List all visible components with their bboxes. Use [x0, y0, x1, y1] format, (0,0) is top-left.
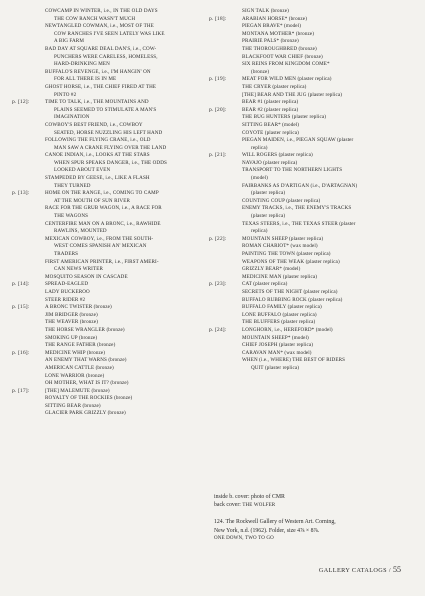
item-title-line: TRANSPORT TO THE NORTHERN LIGHTS — [242, 167, 343, 174]
catalog-item — [209, 259, 414, 267]
catalog-item — [209, 54, 414, 62]
item-title-line: PIEGAN BRAVE* (model) — [242, 23, 302, 30]
item-title-line: BEAR #1 (plaster replica) — [242, 99, 299, 106]
item-title — [242, 304, 414, 312]
item-title-line: (bronze) — [251, 68, 270, 75]
item-title — [242, 289, 414, 297]
catalog-item — [12, 304, 209, 312]
item-title — [45, 395, 209, 403]
item-title-line: WILL ROGERS (plaster replica) — [242, 152, 313, 159]
item-title-line: CENTERFIRE MAN ON A BRONC, i.e., RAWHIDE — [45, 220, 161, 227]
page-reference: p. [19]: — [209, 76, 227, 83]
footer-separator: / — [388, 567, 392, 574]
catalog-item — [209, 327, 414, 335]
item-title-line: replica) — [251, 228, 268, 235]
catalog-item — [209, 152, 414, 160]
item-title — [45, 373, 209, 381]
item-title-line: CHIEF JOSEPH (plaster replica) — [242, 342, 314, 349]
item-title-line: STEER RIDER #2 — [45, 296, 86, 303]
catalog-entry-line-3: ONE DOWN, TWO TO GO — [214, 535, 274, 541]
item-title — [242, 114, 414, 122]
item-title-line: IMAGINATION — [54, 114, 90, 121]
item-title — [242, 251, 414, 259]
item-title-line: LADY BUCKEROO — [45, 288, 90, 295]
item-title-line: SPREAD-EAGLED — [45, 281, 89, 288]
page-number: 55 — [393, 565, 401, 574]
item-title — [242, 243, 414, 251]
page-reference: p. [21]: — [209, 152, 227, 159]
catalog-item — [209, 167, 414, 182]
catalog-item — [12, 410, 209, 418]
item-title — [45, 304, 209, 312]
item-title-line: FOLLOWING THE FLYING CRANE, i.e., OLD — [45, 137, 151, 144]
catalog-item — [209, 160, 414, 168]
item-title — [242, 76, 414, 84]
item-title-line: ROMAN CHARIOT* (wax model) — [242, 243, 318, 250]
item-title — [45, 46, 209, 69]
item-title-line: BUFFALO FAMILY (plaster replica) — [242, 304, 322, 311]
item-title-line: CARAVAN MAN* (wax model) — [242, 349, 312, 356]
item-title-line: SECRETS OF THE NIGHT (plaster replica) — [242, 288, 338, 295]
catalog-item — [12, 312, 209, 320]
item-title-line: COUNTING COUP (plaster replica) — [242, 197, 321, 204]
item-title-line: MOSQUITO SEASON IN CASCADE — [45, 273, 128, 280]
item-title — [45, 152, 209, 175]
catalog-item — [12, 205, 209, 220]
left-column — [12, 8, 209, 418]
item-title-line: SEATED, HORSE NUZZLING HIS LEFT HAND — [54, 129, 163, 136]
catalog-entry-line-1: 124. The Rockwell Gallery of Western Art. Corning, — [214, 519, 336, 526]
item-title-line: RACE FOR THE GRUB WAGON, i.e., A RACE FOR — [45, 205, 162, 212]
catalog-item — [209, 319, 414, 327]
item-title — [45, 319, 209, 327]
back-cover-label: back cover: — [214, 502, 241, 509]
item-title-line: THE WEAVER (bronze) — [45, 319, 99, 326]
catalog-item — [12, 274, 209, 282]
catalog-item — [209, 266, 414, 274]
item-title — [242, 205, 414, 220]
item-title-line: WEST COMES SPANISH AN' MEXICAN — [54, 243, 147, 250]
item-title-line: SIX REINS FROM KINGDOM COME* — [242, 61, 330, 68]
item-title-line: MOUNTAIN SHEEP* (model) — [242, 334, 309, 341]
catalog-item — [209, 23, 414, 31]
page-reference: p. [22]: — [209, 235, 227, 242]
item-title — [45, 221, 209, 236]
item-title-line: STAMPEDED BY GEESE, i.e., LIKE A FLASH — [45, 175, 150, 182]
item-title-line: (model) — [251, 175, 268, 182]
catalog-item — [209, 84, 414, 92]
catalog-item — [209, 114, 414, 122]
item-title-line: SITTING BEAR* (model) — [242, 121, 300, 128]
item-title-line: QUIT (plaster replica) — [251, 364, 300, 371]
catalog-item — [209, 61, 414, 76]
catalog-item — [12, 152, 209, 175]
back-cover-value: THE WOLFER — [242, 503, 276, 509]
catalog-item — [209, 16, 414, 24]
item-title — [242, 99, 414, 107]
item-title — [242, 137, 414, 152]
item-title — [45, 281, 209, 289]
item-title-line: LONE WARRIOR (bronze) — [45, 372, 105, 379]
item-title — [242, 92, 414, 100]
item-title — [45, 8, 209, 23]
catalog-item — [209, 198, 414, 206]
catalog-item — [12, 289, 209, 297]
catalog-item — [209, 92, 414, 100]
catalog-item — [12, 357, 209, 365]
catalog-item — [12, 175, 209, 190]
catalog-item — [12, 69, 209, 84]
page-reference: p. [17]: — [12, 387, 30, 394]
item-title-line: MEDICINE MAN (plaster replica) — [242, 273, 318, 280]
item-title — [242, 38, 414, 46]
page-reference: p. [16]: — [12, 349, 30, 356]
catalog-item — [12, 137, 209, 152]
item-title-line: TEXAS STEERS, i.e., THE TEXAS STEER (plaster — [242, 220, 356, 227]
item-title — [242, 335, 414, 343]
item-title-line: MONTANA MOTHER* (bronze) — [242, 30, 315, 37]
item-title-line: MEDICINE WHIP (bronze) — [45, 349, 106, 356]
page-reference: p. [14]: — [12, 281, 30, 288]
right-column — [209, 8, 414, 373]
item-title — [242, 266, 414, 274]
catalog-item — [209, 289, 414, 297]
item-title — [242, 54, 414, 62]
catalog-item — [209, 38, 414, 46]
item-title-line: BUFFALO'S REVENGE, i.e., I'M HANGIN' ON — [45, 68, 151, 75]
page-footer — [319, 565, 401, 574]
catalog-item — [209, 99, 414, 107]
item-title-line: GHOST HORSE, i.e., THE CHIEF FIRED AT THE — [45, 83, 157, 90]
item-title-line: COWCAMP IN WINTER, i.e., IN THE OLD DAYS — [45, 8, 158, 14]
item-title-line: JIM BRIDGER (bronze) — [45, 311, 98, 318]
catalog-item — [12, 342, 209, 350]
catalog-item — [209, 8, 414, 16]
item-title-line: PRAIRIE PALS* (bronze) — [242, 38, 299, 45]
page-reference: p. [23]: — [209, 281, 227, 288]
item-title — [45, 327, 209, 335]
item-title — [45, 380, 209, 388]
catalog-item — [209, 342, 414, 350]
item-title-line: THE COW RANCH WASN'T MUCH — [54, 15, 136, 22]
catalog-entry-line-2: New York, n.d. (1962). Folder, size 4⅞ × 8⅞. — [214, 527, 320, 534]
item-title-line: COYOTE (plaster replica) — [242, 129, 299, 136]
item-title-line: THE RANGE FATHER (bronze) — [45, 342, 116, 349]
catalog-item — [209, 183, 414, 198]
item-title — [242, 160, 414, 168]
catalog-item — [12, 281, 209, 289]
catalog-item — [12, 327, 209, 335]
item-title-line: MEXICAN COWBOY, i.e., FROM THE SOUTH- — [45, 235, 154, 242]
item-title — [242, 357, 414, 372]
catalog-item — [209, 31, 414, 39]
item-title — [242, 152, 414, 160]
catalog-item — [12, 236, 209, 259]
item-title — [45, 335, 209, 343]
catalog-item — [12, 365, 209, 373]
catalog-item — [12, 190, 209, 205]
item-title-line: ENEMY TRACKS, i.e., THE ENEMY'S TRACKS — [242, 205, 352, 212]
item-title-line: NAVAJO (plaster replica) — [242, 159, 298, 166]
item-title — [45, 175, 209, 190]
item-title-line: A BRONC TWISTER (bronze) — [45, 304, 112, 311]
item-title-line: BUFFALO RUBBING ROCK (plaster replica) — [242, 296, 343, 303]
item-title-line: BEAR #2 (plaster replica) — [242, 106, 299, 113]
item-title-line: PAINTING THE TOWN (plaster replica) — [242, 251, 331, 257]
item-title — [242, 221, 414, 236]
catalog-item — [209, 122, 414, 130]
catalog-item — [12, 99, 209, 122]
catalog-item — [12, 259, 209, 274]
item-title-line: LOOKED ABOUT EVEN — [54, 167, 111, 174]
item-title-line: COWBOY'S BEST FRIEND, i.e., COWBOY — [45, 121, 143, 128]
catalog-item — [12, 84, 209, 99]
item-title-line: NEWTANGLED COWMAN, i.e., MOST OF THE — [45, 23, 154, 30]
item-title — [45, 99, 209, 122]
item-title-line: WEAPONS OF THE WEAK (plaster replica) — [242, 258, 340, 265]
item-title-line: CAT (plaster replica) — [242, 281, 288, 288]
page-reference: p. [18]: — [209, 15, 227, 22]
item-title-line: THE HORSE WRANGLER (bronze) — [45, 326, 125, 333]
item-title — [242, 23, 414, 31]
item-title-line: CAN NEWS WRITER — [54, 266, 103, 273]
catalog-entry-124 — [214, 493, 414, 543]
item-title-line: THE THOROUGHBRED (bronze) — [242, 45, 317, 52]
catalog-item — [12, 319, 209, 327]
item-title — [242, 342, 414, 350]
item-title-line: OH MOTHER, WHAT IS IT? (bronze) — [45, 380, 129, 387]
item-title — [45, 122, 209, 137]
item-title-line: PINTO #2 — [54, 91, 77, 98]
item-title-line: MAN SAW A CRANE FLYING OVER THE LAND — [54, 144, 167, 151]
catalog-item — [12, 380, 209, 388]
item-title-line: AN ENEMY THAT WARNS (bronze) — [45, 357, 127, 364]
item-title — [45, 274, 209, 282]
item-title-line: A BIG FARM — [54, 38, 84, 45]
catalog-item — [12, 373, 209, 381]
item-title — [242, 61, 414, 76]
item-title — [45, 410, 209, 418]
item-title-line: WHEN (i.e., WHERE) THE BEST OF RIDERS — [242, 357, 346, 364]
item-title-line: THE BUG HUNTERS (plaster replica) — [242, 114, 327, 121]
item-title — [242, 198, 414, 206]
item-title-line: ARABIAN HORSE* (bronze) — [242, 15, 308, 22]
item-title-line: WHEN SPUR SPEAKS DANGER, i.e., THE ODDS — [54, 159, 167, 166]
item-title — [242, 183, 414, 198]
item-title — [242, 130, 414, 138]
catalog-item — [12, 122, 209, 137]
item-title — [45, 289, 209, 297]
item-title-line: (plaster replica) — [251, 213, 286, 220]
catalog-item — [209, 130, 414, 138]
item-title-line: SIGN TALK (bronze) — [242, 8, 289, 14]
item-title-line: GLACIER PARK GRIZZLY (bronze) — [45, 410, 126, 417]
catalog-item — [12, 46, 209, 69]
catalog-item — [12, 335, 209, 343]
item-title — [45, 357, 209, 365]
item-title-line: replica) — [251, 144, 268, 151]
item-title — [242, 46, 414, 54]
item-title — [242, 84, 414, 92]
item-title — [45, 342, 209, 350]
catalog-item — [209, 137, 414, 152]
page-reference: p. [20]: — [209, 106, 227, 113]
catalog-item — [209, 357, 414, 372]
item-title-line: HOME ON THE RANGE, i.e., COMING TO CAMP — [45, 190, 159, 197]
item-title-line: AT THE MOUTH OF SUN RIVER — [54, 197, 130, 204]
catalog-item — [209, 46, 414, 54]
page-reference: p. [13]: — [12, 190, 30, 197]
catalog-item — [12, 23, 209, 46]
item-title-line: FOR ALL THERE IS IN ME — [54, 76, 117, 83]
inside-back-cover-note: inside b. cover: photo of CMR — [214, 494, 285, 500]
item-title — [45, 84, 209, 99]
item-title — [45, 205, 209, 220]
item-title-line: [THE] BEAR AND THE JUG (plaster replica) — [242, 91, 343, 98]
item-title — [45, 236, 209, 259]
page-reference: p. [12]: — [12, 99, 30, 106]
item-title-line: HARD-DRINKING MEN — [54, 61, 110, 68]
catalog-item — [209, 76, 414, 84]
catalog-item — [209, 251, 414, 259]
catalog-item — [209, 304, 414, 312]
item-title-line: PIEGAN MAIDEN, i.e., PIEGAN SQUAW (plaster — [242, 137, 354, 144]
catalog-item — [209, 205, 414, 220]
item-title-line: THE CRYER (plaster replica) — [242, 83, 307, 90]
page-reference: p. [15]: — [12, 304, 30, 311]
item-title-line: TIME TO TALK, i.e., THE MOUNTAINS AND — [45, 99, 149, 106]
catalog-item — [12, 221, 209, 236]
item-title-line: AMERICAN CATTLE (bronze) — [45, 364, 114, 371]
item-title-line: [THE] MALEMUTE (bronze) — [45, 387, 110, 394]
item-title-line: GRIZZLY BEAR* (model) — [242, 266, 301, 273]
item-title — [242, 281, 414, 289]
item-title-line: THE BLUFFERS (plaster replica) — [242, 319, 316, 326]
item-title-line: COW RANCHES I'VE SEEN LATELY WAS LIKE — [54, 30, 165, 37]
item-title-line: MEAT FOR WILD MEN (plaster replica) — [242, 76, 332, 83]
item-title-line: FAIRBANKS AS D'ARTIGAN (i.e., D'ARTAGNAN) — [242, 182, 358, 189]
item-title-line: TRADERS — [54, 251, 79, 257]
item-title-line: THEY TURNED — [54, 182, 91, 189]
item-title-line: FIRST AMERICAN PRINTER, i.e., FIRST AMERI- — [45, 258, 159, 265]
item-title-line: LONE BUFFALO (plaster replica) — [242, 311, 317, 318]
item-title-line: CANOE INDIAN, i.e., LOOKS AT THE STARS — [45, 152, 150, 159]
item-title — [242, 167, 414, 182]
item-title — [45, 365, 209, 373]
item-title-line: PLAINS SEEMED TO STIMULATE A MAN'S — [54, 106, 157, 113]
catalog-item — [209, 221, 414, 236]
item-title — [45, 137, 209, 152]
back-cover-note — [214, 501, 414, 510]
catalog-item — [209, 281, 414, 289]
item-title-line: SITTING BEAR (bronze) — [45, 402, 101, 409]
item-title-line: BAD DAY AT SQUARE DEAL DAN'S, i.e., COW- — [45, 45, 157, 52]
item-title — [242, 319, 414, 327]
item-title-line: SMOKING UP (bronze) — [45, 334, 98, 341]
item-title — [45, 69, 209, 84]
catalog-item — [209, 335, 414, 343]
item-title — [242, 122, 414, 130]
catalog-item — [12, 8, 209, 23]
footer-section-title: GALLERY CATALOGS — [318, 567, 387, 574]
item-title-line: LONGHORN, i.e., HEREFORD* (model) — [242, 326, 333, 333]
item-title-line: RAWLINS, MOUNTED — [54, 228, 107, 235]
item-title — [45, 23, 209, 46]
item-title-line: THE WAGONS — [54, 213, 89, 220]
item-title-line: PUNCHERS WERE CARELESS, HOMELESS, — [54, 53, 158, 60]
item-title — [45, 259, 209, 274]
item-title-line: ROYALTY OF THE ROCKIES (bronze) — [45, 395, 133, 402]
catalog-item — [209, 274, 414, 282]
item-title-line: (plaster replica) — [251, 190, 286, 197]
item-title-line: MOUNTAIN SHEEP (plaster replica) — [242, 235, 324, 242]
page-reference: p. [24]: — [209, 326, 227, 333]
catalog-item — [209, 243, 414, 251]
item-title — [242, 327, 414, 335]
item-title — [45, 190, 209, 205]
item-title — [242, 8, 414, 16]
item-title-line: BLACKFOOT WAR CHIEF (bronze) — [242, 53, 323, 60]
catalog-item — [12, 395, 209, 403]
